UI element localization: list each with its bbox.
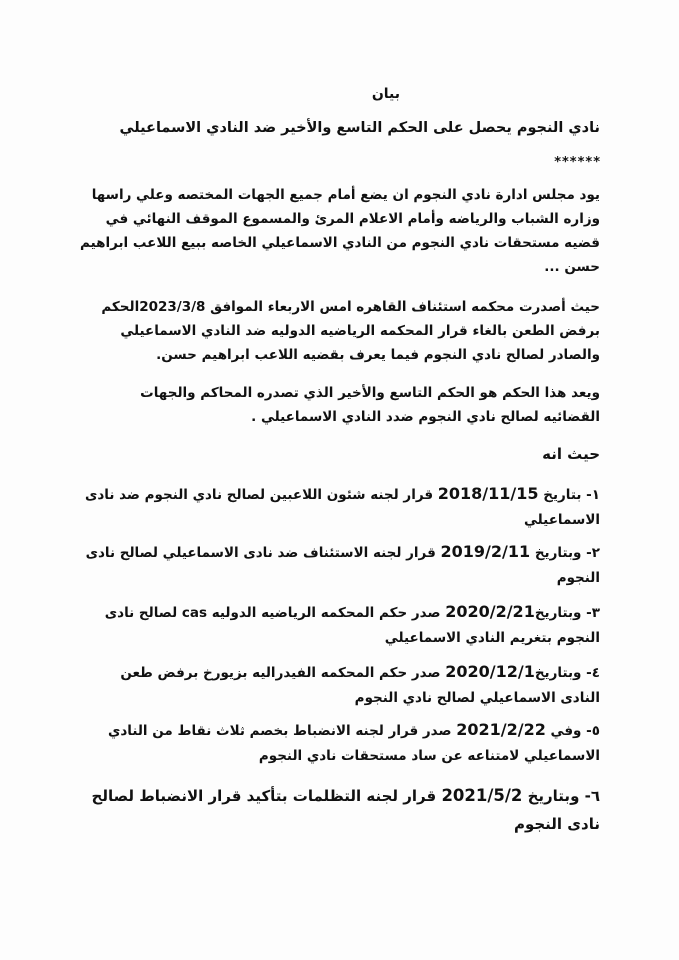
separator-stars: ****** [554,155,601,170]
item-date: 2019/2/11 [440,542,531,561]
item-text: قرار لجنه الاستئناف ضد نادى الاسماعيلي لصالح نادى النجوم [85,545,600,586]
paragraph-intro: يود مجلس ادارة نادي النجوم ان يضع أمام جميع الجهات المختصه وعلي راسها وزاره الشباب والرياضه وأمام الاعلام المرئ والمسموع الموقف النهائي في قضيه مستحقات نادي النجوم من النادي الاسماعيلي الخاصه ببيع اللاعب ابراهيم حسن ... [79,187,600,275]
item-text: صدر قرار لجنه الانضباط بخصم ثلاث نقاط من النادي الاسماعيلي لامتناعه عن ساد مستحقات نادي النجوم [107,723,600,764]
list-item [80,659,600,711]
item-date: 2021/5/2 [441,786,523,805]
item-prefix: ٤- وبتاريخ [534,665,600,681]
list-item [80,782,600,838]
item-prefix: ٥- وفي [545,723,600,739]
paragraph-final-ruling: ويعد هذا الحكم هو الحكم التاسع والأخير الذي تصدره المحاكم والجهات القضائيه لصالح نادي النجوم ضدد النادي الاسماعيلي . [140,385,600,425]
item-date: 2020/12/1 [445,662,535,681]
list-item [80,599,600,651]
list-item [80,539,600,591]
item-prefix: ١- بتاريخ [538,487,600,503]
paragraph-ruling: حيث أصدرت محكمه استئناف القاهره امس الاربعاء الموافق 2023/3/8الحكم برفض الطعن بالغاء قرار المحكمه الرياضيه الدوليه ضد النادي الاسماعيلي والصادر لصالح نادي النجوم فيما يعرف بقضيه اللاعب ابراهيم حسن. [101,299,600,363]
item-prefix: ٦- وبتاريخ [522,787,600,805]
item-text: صدر حكم المحكمه الرياضيه الدوليه cas لصالح نادى النجوم بتغريم النادي الاسماعيلي [104,605,600,646]
item-prefix: ٣- وبتاريخ [534,605,600,621]
item-text: صدر حكم المحكمه الفيدراليه بزيورخ برفض طعن النادى الاسماعيلي لصالح نادي النجوم [120,665,600,706]
item-text: قرار لجنه التظلمات بتأكيد قرار الانضباط لصالح نادى النجوم [91,787,600,833]
document-title: بيان [371,86,400,102]
item-prefix: ٢- وبتاريخ [530,545,600,561]
item-date: 2020/2/21 [445,602,535,621]
list-item [80,717,600,769]
item-text: قرار لجنه شئون اللاعبين لصالح نادي النجوم ضد نادى الاسماعيلي [84,487,600,528]
item-date: 2018/11/15 [437,484,539,503]
item-date: 2021/2/22 [456,720,546,739]
list-item [80,481,600,533]
section-heading: حيث انه [542,445,600,463]
document-headline: نادي النجوم يحصل على الحكم التاسع والأخير ضد النادي الاسماعيلي [119,120,600,136]
